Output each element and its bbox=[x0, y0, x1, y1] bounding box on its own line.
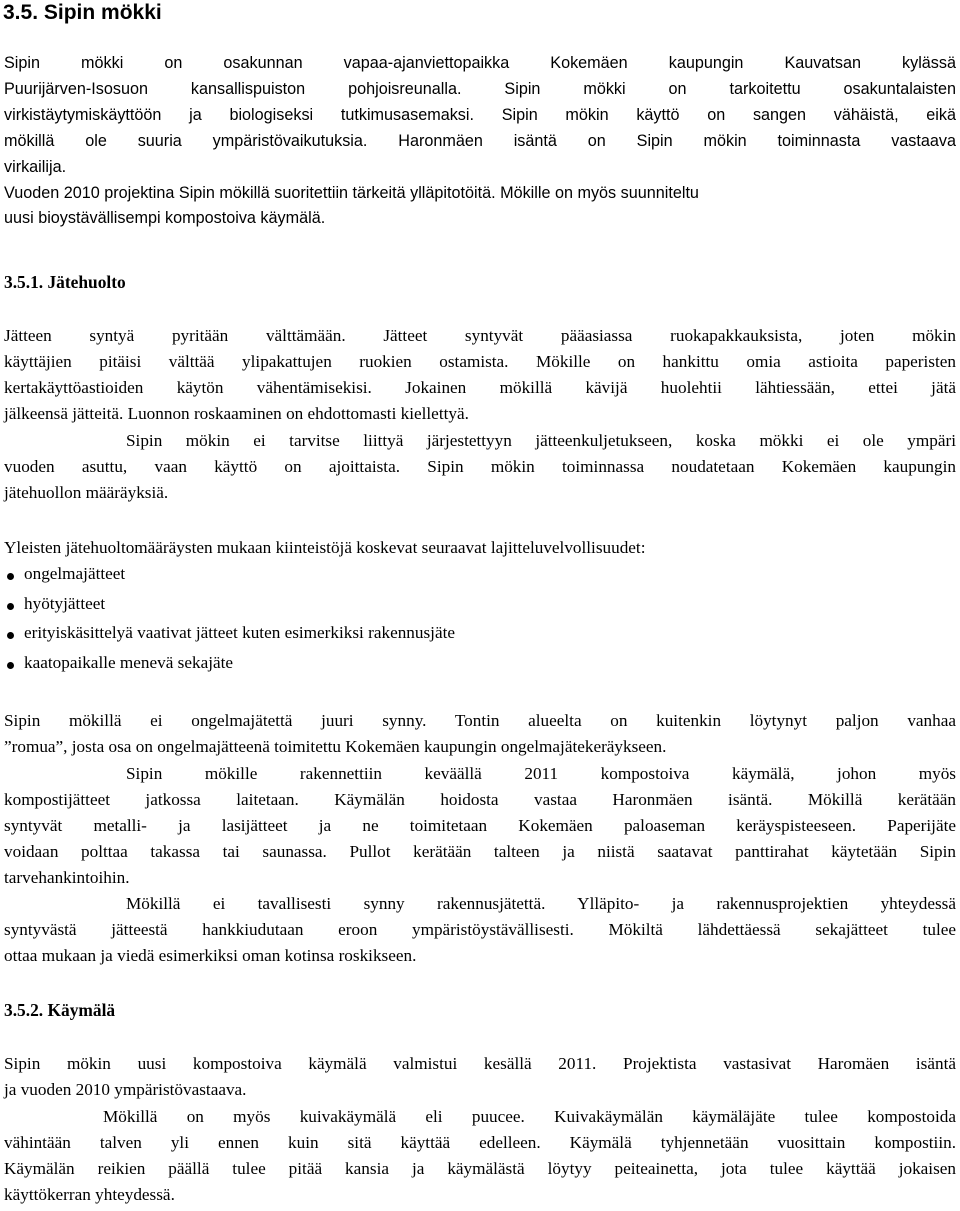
text-line: jätehuollon määräyksiä. bbox=[4, 482, 169, 502]
text-line: Sipin mökillä ei ongelmajätettä juuri synny. Tontin alueelta on kuitenkin löytynyt paljon vanhaa bbox=[4, 711, 956, 730]
text-line: jälkeensä jätteitä. Luonnon roskaaminen on ehdottomasti kiellettyä. bbox=[4, 404, 469, 423]
text-line: Sipin mökille rakennettiin keväällä 2011 kompostoiva käymälä, johon myös bbox=[126, 763, 956, 783]
list-item: erityiskäsittelyä vaativat jätteet kuten esimerkiksi rakennusjäte bbox=[0, 623, 455, 653]
text-line: tarvehankintoihin. bbox=[4, 867, 130, 887]
jatehuolto-paragraph-3 bbox=[4, 708, 956, 970]
bullet-icon bbox=[7, 573, 14, 580]
section-heading: 3.5. Sipin mökki bbox=[3, 1, 162, 24]
text-line: virkistäytymiskäyttöön ja biologiseksi tutkimusasemaksi. Sipin mökin käyttö on sangen vähäistä, eikä bbox=[4, 106, 956, 124]
list-item: kaatopaikalle menevä sekajäte bbox=[0, 653, 455, 683]
text-line: Sipin mökki on osakunnan vapaa-ajanviettopaikka Kokemäen kaupungin Kauvatsan kylässä bbox=[4, 54, 956, 72]
text-line: ”romua”, josta osa on ongelmajätteenä toimitettu Kokemäen kaupungin ongelmajätekeräykseen. bbox=[4, 737, 667, 756]
text-line: uusi bioystävällisempi kompostoiva käymälä. bbox=[4, 209, 326, 228]
text-line: ja vuoden 2010 ympäristövastaava. bbox=[4, 1080, 247, 1099]
text-line: ottaa mukaan ja viedä esimerkiksi oman kotinsa roskikseen. bbox=[4, 946, 417, 965]
text-line: voidaan polttaa takassa tai saunassa. Pullot kerätään talteen ja niistä saatavat panttirahat käytetään Sipin bbox=[4, 841, 956, 861]
text-line: kompostijätteet jatkossa laitetaan. Käymälän hoidosta vastaa Haronmäen isäntä. Mökillä kerätään bbox=[4, 789, 956, 809]
kaymala-paragraphs bbox=[4, 1051, 956, 1208]
text-line: Käymälän reikien päällä tulee pitää kansia ja käymälästä löytyy peiteainetta, jota tulee käyttää jokaisen bbox=[4, 1158, 956, 1178]
list-item: ongelmajätteet bbox=[0, 564, 455, 594]
text-line: vähintään talven yli ennen kuin sitä käyttää edelleen. Käymälä tyhjennetään vuosittain kompostiin. bbox=[4, 1132, 956, 1152]
text-line: Vuoden 2010 projektina Sipin mökillä suoritettiin tärkeitä ylläpitotöitä. Mökille on myös suunniteltu bbox=[4, 183, 699, 202]
text-line: Sipin mökin uusi kompostoiva käymälä valmistui kesällä 2011. Projektista vastasivat Haromäen isäntä bbox=[4, 1054, 956, 1073]
text-line: syntyvästä jätteestä hankkiudutaan eroon ympäristöystävällisesti. Mökiltä lähdettäessä sekajätteet tulee bbox=[4, 920, 956, 939]
text-line: Puurijärven-Isosuon kansallispuiston pohjoisreunalla. Sipin mökki on tarkoitettu osakuntalaisten bbox=[4, 80, 956, 98]
bullet-icon bbox=[7, 632, 14, 639]
text-line: mökillä ole suuria ympäristövaikutuksia. Haronmäen isäntä on Sipin mökin toiminnasta vastaava bbox=[4, 132, 956, 150]
text-line: Mökillä on myös kuivakäymälä eli puucee. Kuivakäymälän käymäläjäte tulee kompostoida bbox=[103, 1106, 956, 1126]
text-line: Sipin mökin ei tarvitse liittyä järjestettyyn jätteenkuljetukseen, koska mökki ei ole ympäri bbox=[126, 430, 956, 450]
jatehuolto-paragraph-1 bbox=[4, 323, 956, 506]
text-line: käyttökerran yhteydessä. bbox=[4, 1184, 175, 1204]
sorting-duties-list bbox=[0, 564, 455, 682]
text-line: vuoden asuttu, vaan käyttö on ajoittaista. Sipin mökin toiminnassa noudatetaan Kokemäen kaupungin bbox=[4, 456, 956, 476]
bullet-icon bbox=[7, 662, 14, 669]
list-item: hyötyjätteet bbox=[0, 594, 455, 624]
text-line: kertakäyttöastioiden käytön vähentämisekisi. Jokainen mökillä kävijä huolehtii lähtiessään, ettei jätä bbox=[4, 378, 956, 397]
subsection-heading-kaymala: 3.5.2. Käymälä bbox=[4, 1000, 116, 1020]
text-line: syntyvät metalli- ja lasijätteet ja ne toimitetaan Kokemäen paloaseman keräyspisteeseen. Paperijäte bbox=[4, 815, 956, 835]
text-line: Jätteen syntyä pyritään välttämään. Jätteet syntyvät pääasiassa ruokapakkauksista, joten mökin bbox=[4, 326, 956, 345]
text-line: Mökillä ei tavallisesti synny rakennusjätettä. Ylläpito- ja rakennusprojektien yhteydessä bbox=[126, 894, 956, 913]
intro-paragraph bbox=[4, 51, 956, 232]
text-line: virkailija. bbox=[4, 158, 67, 176]
bullet-icon bbox=[7, 603, 14, 610]
text-line: käyttäjien pitäisi välttää ylipakattujen ruokien ostamista. Mökille on hankittu omia astioita paperisten bbox=[4, 352, 956, 371]
subsection-heading-jatehuolto: 3.5.1. Jätehuolto bbox=[4, 272, 126, 292]
list-intro: Yleisten jätehuoltomääräysten mukaan kiinteistöjä koskevat seuraavat lajitteluvelvollisuudet: bbox=[4, 538, 646, 557]
